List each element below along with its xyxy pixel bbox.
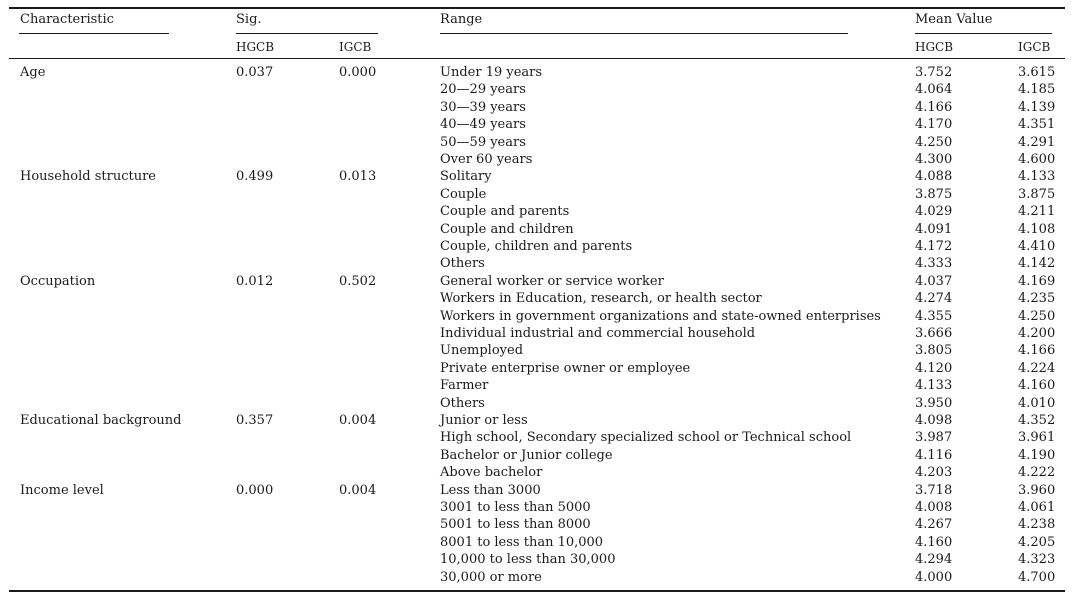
range-cell: Junior or less [440, 413, 528, 428]
mean-igcb-cell: 4.185 [1018, 82, 1056, 98]
mean-igcb-cell: 4.169 [1018, 273, 1056, 289]
sig-hgcb-cell: 0.012 [236, 273, 274, 289]
sig-underline [236, 33, 378, 34]
mean-igcb-cell: 4.351 [1018, 117, 1056, 133]
mean-igcb-cell: 4.133 [1018, 169, 1056, 185]
range-cell: High school, Secondary specialized school or Technical school [440, 430, 852, 446]
characteristic-cell: Age [20, 65, 46, 80]
mean-hgcb-cell: 4.098 [915, 413, 953, 428]
range-cell: Others [440, 395, 485, 411]
range-cell: 20—29 years [440, 82, 526, 98]
range-cell: 10,000 to less than 30,000 [440, 552, 616, 568]
mean-hgcb-cell: 4.133 [915, 378, 953, 394]
mean-igcb-cell: 4.010 [1018, 395, 1056, 411]
mean-hgcb-cell: 3.666 [915, 326, 953, 341]
mean-hgcb-cell: 4.250 [915, 134, 953, 150]
mean-igcb-cell: 4.211 [1018, 204, 1056, 220]
range-cell: Others [440, 256, 485, 272]
header-range: Range [440, 12, 483, 27]
sig-igcb-cell: 0.013 [339, 169, 377, 185]
sig-igcb-cell: 0.000 [339, 65, 377, 80]
range-cell: Couple and children [440, 221, 574, 237]
mean-hgcb-cell: 3.950 [915, 395, 953, 411]
mean-hgcb-cell: 4.300 [915, 152, 953, 167]
mean-hgcb-cell: 4.172 [915, 239, 953, 254]
mean-value-underline [915, 33, 1052, 34]
mean-hgcb-cell: 4.355 [915, 308, 953, 324]
range-cell: 30—39 years [440, 99, 526, 115]
range-cell: Workers in Education, research, or health sector [440, 291, 762, 307]
mean-igcb-cell: 4.250 [1018, 308, 1056, 324]
characteristic-cell: Income level [20, 482, 104, 498]
mean-igcb-cell: 4.352 [1018, 413, 1056, 428]
mean-igcb-cell: 3.960 [1018, 482, 1056, 498]
range-cell: 30,000 or more [440, 569, 542, 585]
mean-igcb-cell: 4.108 [1018, 221, 1056, 237]
sig-igcb-cell: 0.004 [339, 482, 377, 498]
mean-igcb-cell: 4.160 [1018, 378, 1056, 394]
range-cell: 5001 to less than 8000 [440, 517, 591, 533]
mean-igcb-cell: 4.061 [1018, 500, 1056, 515]
mean-igcb-cell: 4.222 [1018, 465, 1056, 481]
range-cell: Unemployed [440, 343, 524, 359]
mean-igcb-cell: 4.139 [1018, 99, 1056, 115]
sig-hgcb-cell: 0.357 [236, 413, 274, 428]
mean-hgcb-cell: 4.170 [915, 117, 953, 133]
range-cell: Farmer [440, 378, 489, 394]
header-mean-igcb: IGCB [1018, 40, 1051, 54]
mean-hgcb-cell: 4.088 [915, 169, 953, 185]
mean-igcb-cell: 4.238 [1018, 517, 1056, 533]
range-cell: Above bachelor [440, 465, 543, 481]
mean-igcb-cell: 4.190 [1018, 447, 1056, 463]
mean-hgcb-cell: 4.000 [915, 569, 953, 585]
sig-hgcb-cell: 0.499 [236, 169, 274, 185]
mean-igcb-cell: 3.961 [1018, 430, 1056, 446]
range-cell: Couple, children and parents [440, 239, 633, 254]
range-cell: Couple and parents [440, 204, 570, 220]
range-cell: 8001 to less than 10,000 [440, 534, 604, 550]
mean-igcb-cell: 4.323 [1018, 552, 1056, 568]
header-bottom-rule [9, 58, 1065, 59]
range-cell: Private enterprise owner or employee [440, 360, 691, 376]
range-cell: Individual industrial and commercial household [440, 326, 756, 341]
mean-hgcb-cell: 4.160 [915, 534, 953, 550]
table-bottom-rule [9, 590, 1065, 592]
mean-igcb-cell: 4.600 [1018, 152, 1056, 167]
characteristic-cell: Occupation [20, 273, 96, 289]
mean-hgcb-cell: 4.008 [915, 500, 953, 515]
mean-igcb-cell: 4.224 [1018, 360, 1056, 376]
range-cell: 3001 to less than 5000 [440, 500, 591, 515]
header-mean-value: Mean Value [915, 12, 993, 27]
mean-hgcb-cell: 4.274 [915, 291, 953, 307]
mean-igcb-cell: 4.142 [1018, 256, 1056, 272]
range-cell: Over 60 years [440, 152, 533, 167]
range-cell: Under 19 years [440, 65, 543, 80]
mean-igcb-cell: 4.700 [1018, 569, 1056, 585]
mean-hgcb-cell: 3.718 [915, 482, 953, 498]
header-characteristic: Characteristic [20, 12, 114, 27]
mean-hgcb-cell: 4.294 [915, 552, 953, 568]
mean-hgcb-cell: 4.037 [915, 273, 953, 289]
mean-igcb-cell: 4.410 [1018, 239, 1056, 254]
mean-hgcb-cell: 3.987 [915, 430, 953, 446]
mean-hgcb-cell: 4.091 [915, 221, 953, 237]
mean-hgcb-cell: 3.752 [915, 65, 953, 80]
header-sig: Sig. [236, 12, 262, 27]
mean-igcb-cell: 4.200 [1018, 326, 1056, 341]
range-cell: Couple [440, 186, 487, 202]
range-cell: Less than 3000 [440, 482, 541, 498]
range-cell: 40—49 years [440, 117, 526, 133]
characteristic-cell: Educational background [20, 413, 182, 428]
mean-igcb-cell: 4.166 [1018, 343, 1056, 359]
mean-hgcb-cell: 4.267 [915, 517, 953, 533]
characteristic-underline [19, 33, 169, 34]
characteristic-cell: Household structure [20, 169, 156, 185]
mean-igcb-cell: 4.235 [1018, 291, 1056, 307]
mean-hgcb-cell: 4.116 [915, 447, 953, 463]
header-sig-hgcb: HGCB [236, 40, 275, 54]
mean-hgcb-cell: 3.875 [915, 186, 953, 202]
sig-igcb-cell: 0.502 [339, 273, 377, 289]
mean-hgcb-cell: 4.203 [915, 465, 953, 481]
header-sig-igcb: IGCB [339, 40, 372, 54]
range-cell: Bachelor or Junior college [440, 447, 613, 463]
mean-igcb-cell: 4.291 [1018, 134, 1056, 150]
range-cell: 50—59 years [440, 134, 526, 150]
sig-igcb-cell: 0.004 [339, 413, 377, 428]
mean-hgcb-cell: 4.166 [915, 99, 953, 115]
header-mean-hgcb: HGCB [915, 40, 954, 54]
sig-hgcb-cell: 0.037 [236, 65, 274, 80]
sig-hgcb-cell: 0.000 [236, 482, 274, 498]
mean-hgcb-cell: 4.029 [915, 204, 953, 220]
range-cell: Solitary [440, 169, 492, 185]
range-cell: Workers in government organizations and state-owned enterprises [440, 308, 881, 324]
mean-hgcb-cell: 4.064 [915, 82, 953, 98]
table-top-rule [9, 7, 1065, 9]
mean-hgcb-cell: 4.120 [915, 360, 953, 376]
mean-igcb-cell: 3.615 [1018, 65, 1056, 80]
mean-igcb-cell: 4.205 [1018, 534, 1056, 550]
range-cell: General worker or service worker [440, 273, 664, 289]
mean-hgcb-cell: 3.805 [915, 343, 953, 359]
range-underline [440, 33, 848, 34]
mean-hgcb-cell: 4.333 [915, 256, 953, 272]
mean-igcb-cell: 3.875 [1018, 186, 1056, 202]
